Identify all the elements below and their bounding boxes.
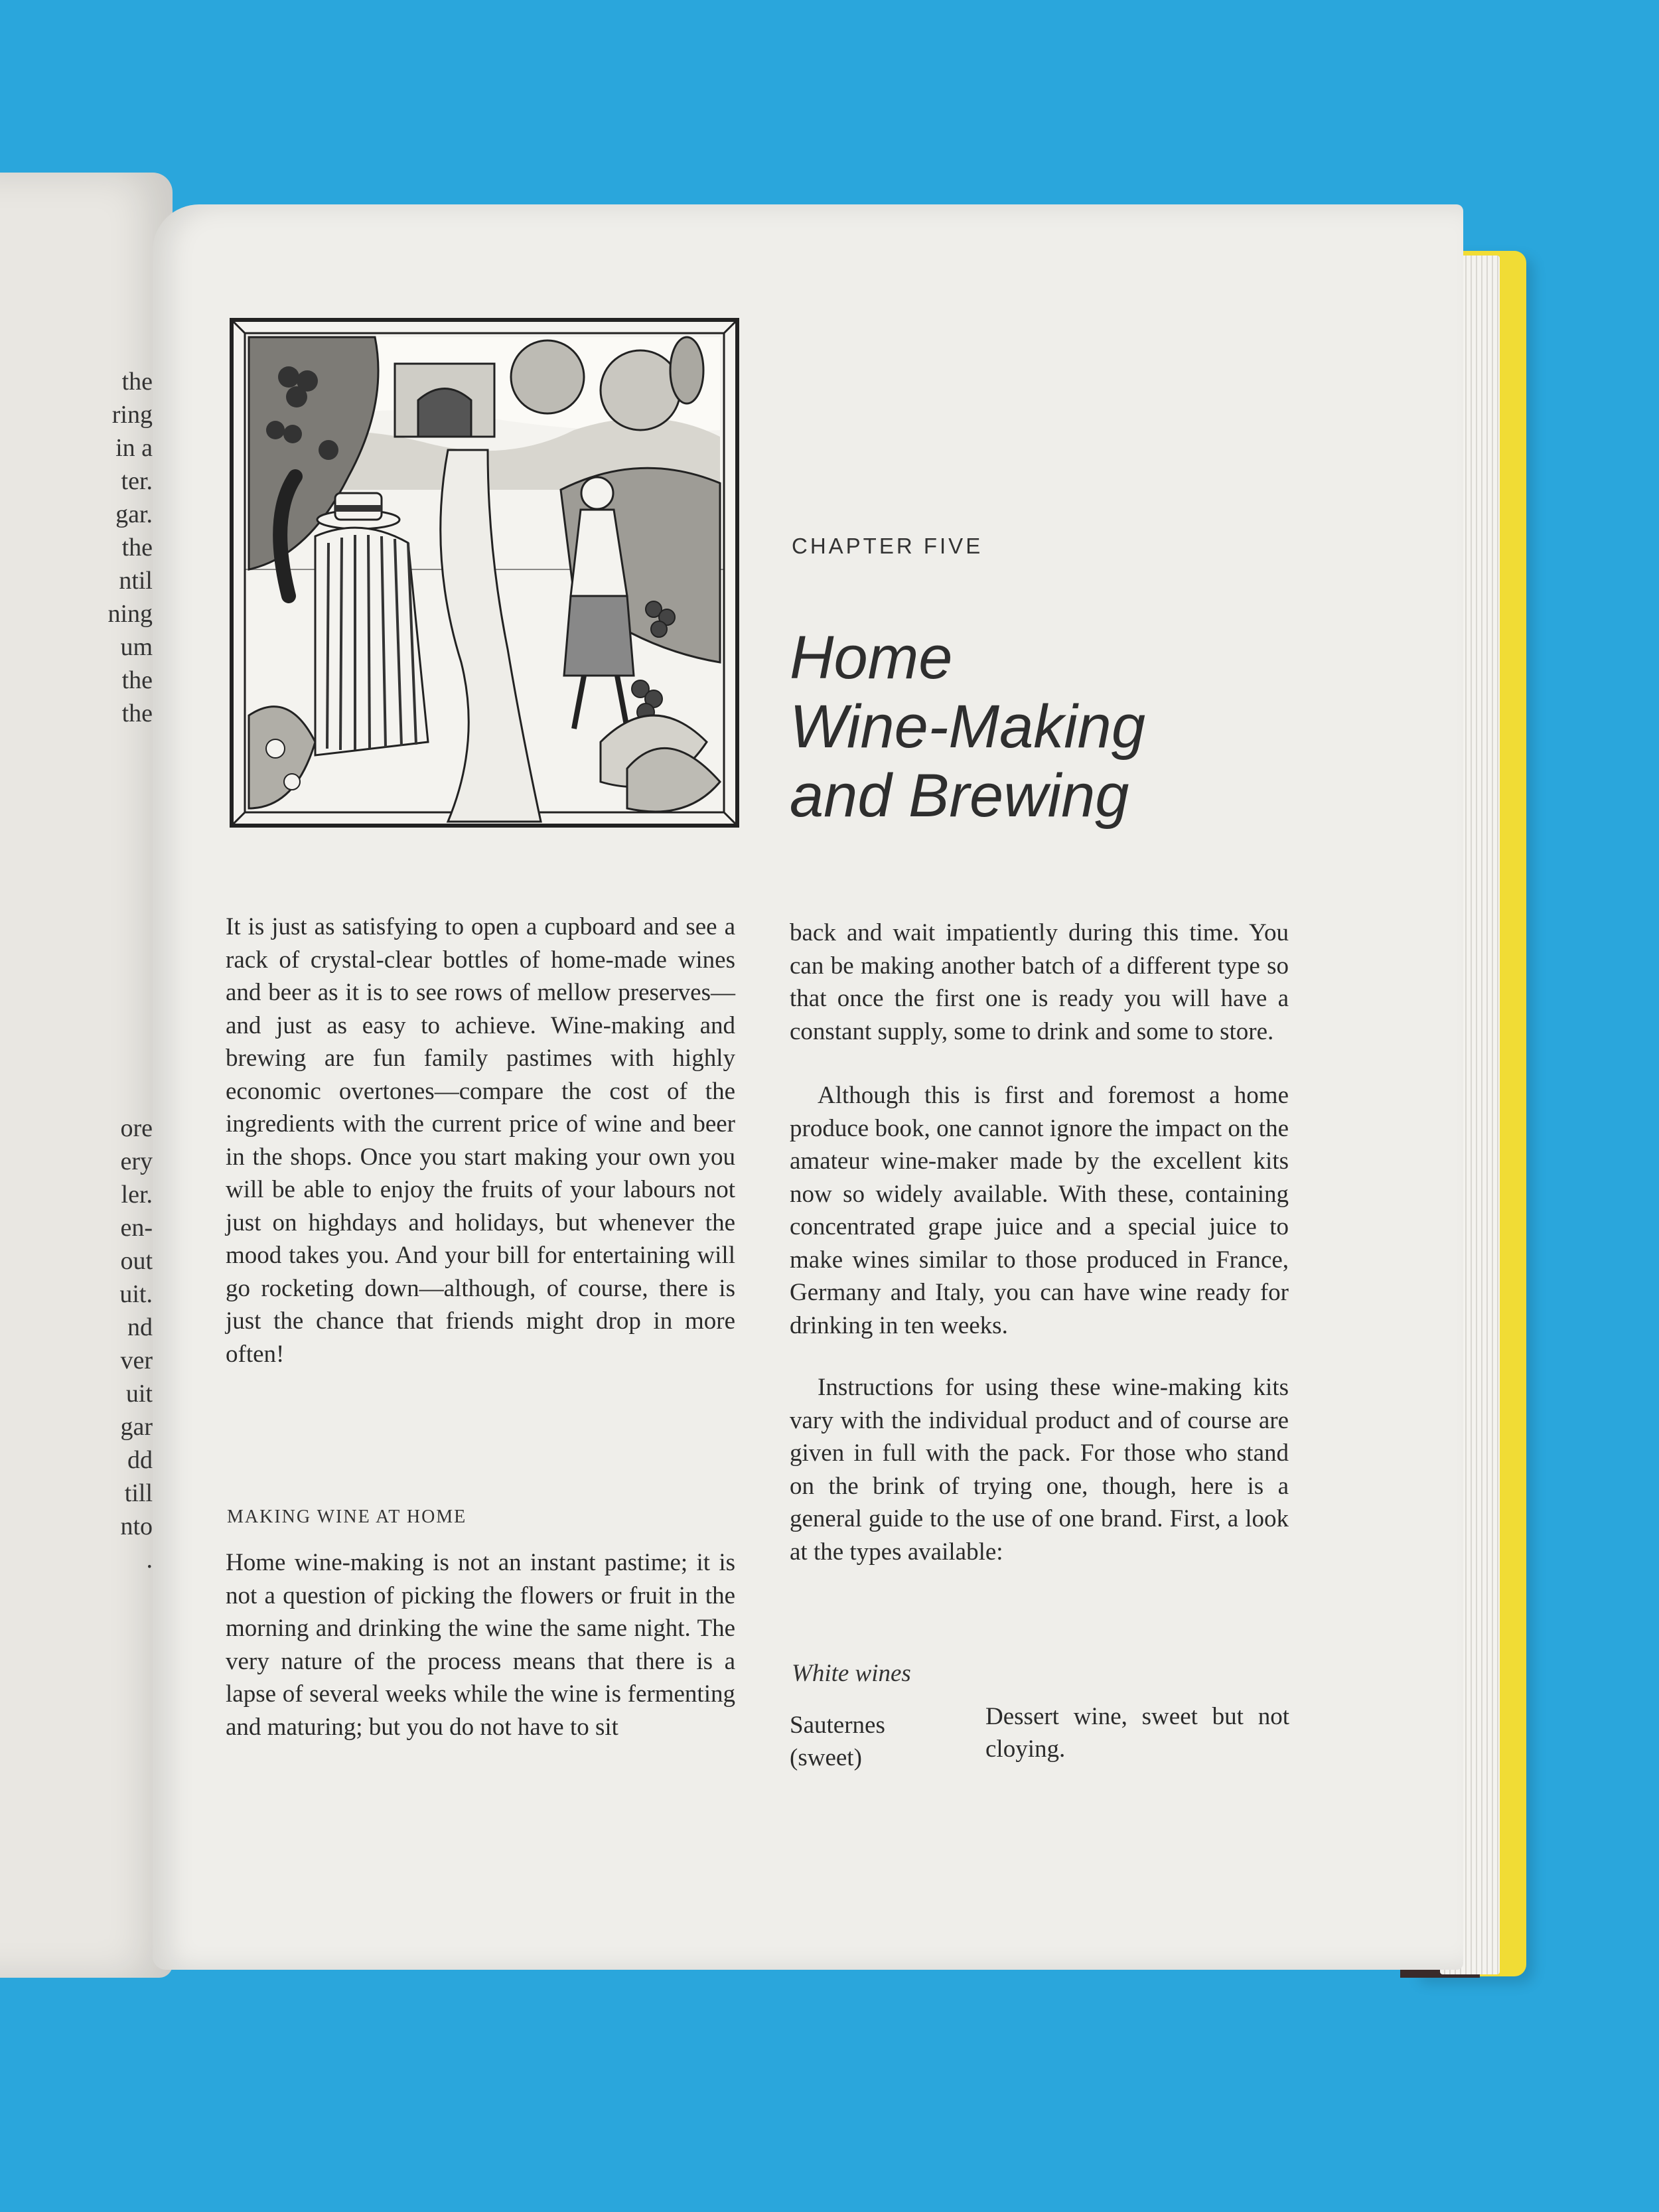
left-page-fragment: the <box>121 368 153 396</box>
left-page-fragment: dd <box>127 1446 153 1474</box>
left-page-fragment: till <box>124 1479 153 1507</box>
chapter-title-line-1: Home <box>790 624 953 692</box>
left-page-fragment: uit. <box>119 1280 153 1308</box>
left-page-fragment: ler. <box>121 1181 153 1209</box>
chapter-title-line-3: and Brewing <box>790 762 1129 830</box>
section-heading: MAKING WINE AT HOME <box>227 1507 467 1527</box>
section-paragraph: Home wine-making is not an instant pastime; it is not a question of picking the flowers or fruit in the morning and drinking the wine the same night. The very nature of the process means that there is a lapse of several weeks while the wine is fermenting and maturing; but you do not have to sit <box>226 1549 735 1741</box>
garden-illustration <box>229 317 740 828</box>
chapter-title-line-2: Wine-Making <box>790 693 1146 761</box>
left-page-text-top <box>108 365 153 730</box>
left-page-fragment: ter. <box>121 467 153 495</box>
left-page-fragment: out <box>120 1247 153 1275</box>
left-page-fragment: gar. <box>115 500 153 528</box>
body-paragraph-2: Although this is first and foremost a home produce book, one cannot ignore the impact on the amateur wine-maker made by the excellent kits now so widely available. With these, containing concentrated grape juice and a special juice to make wines similar to those produced in France, Germany and Italy, you can have wine ready for drinking in ten weeks. <box>790 1082 1289 1339</box>
chapter-label: CHAPTER FIVE <box>792 534 983 558</box>
left-page-fragment: um <box>120 633 153 661</box>
left-page-fragment: gar <box>120 1413 153 1441</box>
left-page-text-bottom <box>119 1112 153 1576</box>
left-page-fragment: ore <box>120 1114 153 1142</box>
wine-name: Sauternes (sweet) <box>790 1712 885 1771</box>
left-page-fragment: the <box>121 534 153 561</box>
left-page-fragment: en- <box>120 1214 153 1242</box>
left-page-fragment: ery <box>120 1147 153 1175</box>
left-page-fragment: ring <box>111 401 153 429</box>
body-paragraph-3: Instructions for using these wine-making kits vary with the individual product and of course are given in full with the pack. For those who stand on the brink of trying one, though, here is a general guide to the use of one brand. First, a look at the types available: <box>790 1374 1289 1566</box>
left-page <box>0 173 173 1978</box>
body-paragraph-1: back and wait impatiently during this time. You can be making another batch of a different type so that once the first one is ready you will have a constant supply, some to drink and some to store. <box>790 919 1289 1045</box>
left-page-fragment: ntil <box>119 567 153 595</box>
left-page-fragment: uit <box>125 1380 153 1408</box>
left-page-fragment: nd <box>127 1313 153 1341</box>
left-page-fragment: . <box>146 1546 153 1574</box>
wine-category-heading: White wines <box>792 1660 911 1687</box>
left-page-fragment: nto <box>120 1512 153 1540</box>
intro-paragraph: It is just as satisfying to open a cupboard and see a rack of crystal-clear bottles of home-made wines and beer as it is to see rows of mellow preserves—and just as easy to achieve. Wine-making and brewing are fun family pastimes with highly economic overtones—compare the cost of the ingredients with the current price of wine and beer in the shops. Once you start making your own you will be able to enjoy the fruits of your labours not just on highdays and holidays, but whenever the mood takes you. And your bill for entertaining will go rocketing down—although, of course, there is just the chance that friends might drop in more often! <box>226 913 735 1368</box>
wine-description: Dessert wine, sweet but not cloying. <box>985 1703 1289 1763</box>
left-page-fragment: the <box>121 700 153 727</box>
left-page-fragment: ning <box>108 600 153 628</box>
left-page-fragment: the <box>121 666 153 694</box>
left-page-fragment: ver <box>120 1347 153 1374</box>
left-page-fragment: in a <box>115 434 153 462</box>
